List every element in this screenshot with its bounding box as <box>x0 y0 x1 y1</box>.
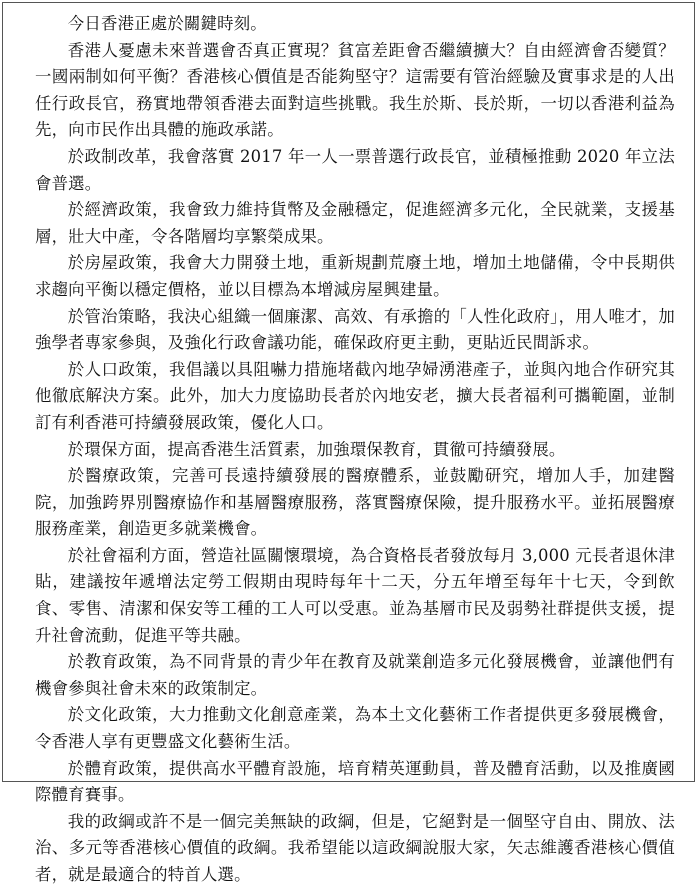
paragraph-intro: 今日香港正處於關鍵時刻。 <box>67 14 267 33</box>
paragraph-governance: 於管治策略，我決心組織一個廉潔、高效、有承擔的「人性化政府」，用人唯才，加強學者專家參與，及強化行政會議功能，確保政府更主動，更貼近民間訴求。 <box>35 306 675 353</box>
paragraph-healthcare: 於醫療政策，完善可長遠持續發展的醫療體系，並鼓勵研究，增加人手，加建醫院，加強跨界別醫療協作和基層醫療服務，落實醫療保險，提升服務水平。並拓展醫療服務產業，創造更多就業機會。 <box>35 466 675 539</box>
document-frame <box>2 2 695 884</box>
paragraph-population-policy: 於人口政策，我倡議以具阻嚇力措施堵截內地孕婦湧港產子，並與內地合作研究其他徹底解決方案。此外，加大力度協助長者於內地安老，擴大長者福利可攜範圍，並制訂有利香港可持續發展政策，優化人口。 <box>35 359 675 432</box>
paragraph-concerns: 香港人憂慮未來普選會否真正實現？貧富差距會否繼續擴大？自由經濟會否變質？一國兩制如何平衡？香港核心價值是否能夠堅守？這需要有管治經驗及實事求是的人出任行政長官，務實地帶領香港去面對這些挑戰。我生於斯、長於斯，一切以香港利益為先，向市民作出具體的施政承諾。 <box>35 40 675 140</box>
paragraph-social-welfare: 於社會福利方面，營造社區關懷環境，為合資格長者發放每月 3,000 元長者退休津貼，建議按年遞增法定勞工假期由現時每年十二天，分五年增至每年十七天，令到飲食、零售、清潔和保安等工種的工人可以受惠。並為基層市民及弱勢社群提供支援，提升社會流動，促進平等共融。 <box>35 545 675 645</box>
paragraph-environment: 於環保方面，提高香港生活質素，加強環保教育，貫徹可持續發展。 <box>67 439 566 459</box>
paragraph-economic-policy: 於經濟政策，我會致力維持貨幣及金融穩定，促進經濟多元化，全民就業，支援基層，壯大中產，令各階層均享繁榮成果。 <box>35 200 675 246</box>
paragraph-sports: 於體育政策，提供高水平體育設施，培育精英運動員，普及體育活動，以及推廣國際體育賽事。 <box>35 758 675 805</box>
paragraph-culture: 於文化政策，大力推動文化創意產業，為本土文化藝術工作者提供更多發展機會，令香港人享有更豐盛文化藝術生活。 <box>35 705 675 752</box>
paragraph-housing-policy: 於房屋政策，我會大力開發土地，重新規劃荒廢土地，增加土地儲備，令中長期供求趨向平衡以穩定價格，並以目標為本增減房屋興建量。 <box>35 253 675 299</box>
paragraph-political-reform: 於政制改革，我會落實 2017 年一人一票普選行政長官，並積極推動 2020 年立法會普選。 <box>35 146 675 193</box>
document-body <box>35 11 675 889</box>
paragraph-conclusion: 我的政綱或許不是一個完美無缺的政綱，但是，它絕對是一個堅守自由、開放、法治、多元等香港核心價值的政綱。我希望能以這政綱說服大家，矢志維護香港核心價值者，就是最適合的特首人選。 <box>35 811 675 884</box>
paragraph-education: 於教育政策，為不同背景的青少年在教育及就業創造多元化發展機會，並讓他們有機會參與社會未來的政策制定。 <box>35 652 675 698</box>
